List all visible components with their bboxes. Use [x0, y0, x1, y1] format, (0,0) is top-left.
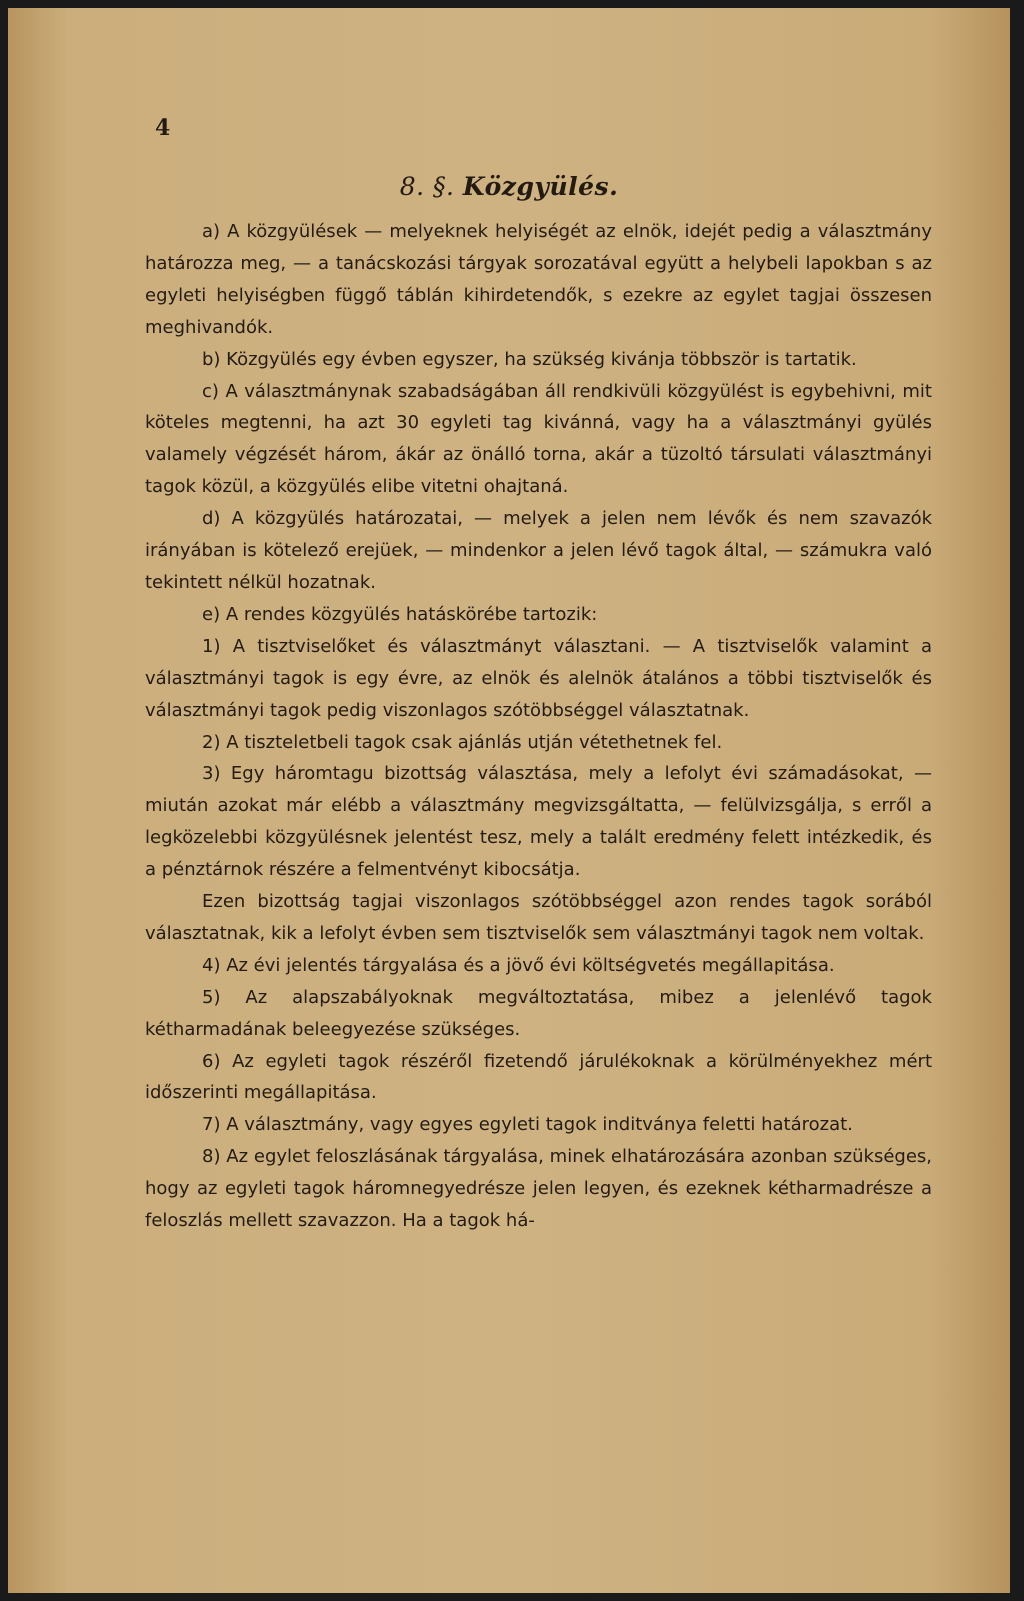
list-item-4: 4) Az évi jelentés tárgyalása és a jövő évi költségvetés megállapitása. [202, 954, 835, 976]
section-number: 8. §. [399, 172, 455, 201]
list-item-3: 3) Egy háromtagu bizottság választása, mely a lefolyt évi számadásokat, — miután azokat már elébb a választmány megvizsgáltatta, — felülvizsgálja, s erről a legközelebbi közgyülésnek jelentést tesz, mely a talált eredmény felett intézkedik, és a pénztárnok részére a felmentvényt kibocsátja. [145, 763, 932, 881]
document-page [8, 8, 1010, 1593]
paragraph-d: d) A közgyülés határozatai, — melyek a jelen nem lévők és nem szavazók irányában is kötelező erejüek, — mindenkor a jelen lévő tagok által, — számukra való tekintett nélkül hozatnak. [145, 508, 932, 593]
paragraph-c: c) A választmánynak szabadságában áll rendkivüli közgyülést is egybehivni, mit köteles megtenni, ha azt 30 egyleti tag kivánná, vagy ha a választmányi gyülés valamely végzését három, ákár az önálló torna, akár a tüzoltó társulati választmányi tagok közül, a közgyülés elibe vitetni ohajtaná. [145, 380, 932, 498]
list-item-8: 8) Az egylet feloszlásának tárgyalása, minek elhatározására azonban szükséges, hogy az egyleti tagok háromnegyedrésze jelen legyen, és ezeknek kétharmadrésze a feloszlás mellett szavazzon. Ha a tagok há- [145, 1146, 932, 1232]
list-item-3-note: Ezen bizottság tagjai viszonlagos szótöbbséggel azon rendes tagok sorából választatnak, kik a lefolyt évben sem tisztviselők sem választmányi tagok nem voltak. [145, 891, 932, 944]
page-number: 4 [155, 115, 171, 141]
paragraph-e: e) A rendes közgyülés hatáskörébe tartozik: [202, 603, 598, 625]
list-item-5: 5) Az alapszabályoknak megváltoztatása, mibez a jelenlévő tagok kétharmadának beleegyezése szükséges. [145, 986, 932, 1040]
section-heading [8, 172, 1010, 201]
section-title: Közgyülés. [462, 172, 619, 201]
list-item-1: 1) A tisztviselőket és választmányt választani. — A tisztviselők valamint a választmányi tagok is egy évre, az elnök és alelnök átalános a többi tisztviselők és választmányi tagok pedig viszonlagos szótöbbséggel választatnak. [145, 635, 932, 721]
body-text [145, 216, 932, 1237]
list-item-2: 2) A tiszteletbeli tagok csak ajánlás utján vétethetnek fel. [202, 731, 723, 753]
paragraph-a: a) A közgyülések — melyeknek helyiségét az elnök, idejét pedig a választmány határozza meg, — a tanácskozási tárgyak sorozatával együtt a helybeli lapokban s az egyleti helyiségben függő táblán kihirdetendők, s ezekre az egylet tagjai összesen meghivandók. [145, 221, 932, 338]
paragraph-b: b) Közgyülés egy évben egyszer, ha szükség kivánja többször is tartatik. [202, 348, 857, 370]
list-item-6: 6) Az egyleti tagok részéről fizetendő járulékoknak a körülményekhez mért időszerinti megállapitása. [145, 1050, 932, 1104]
list-item-7: 7) A választmány, vagy egyes egyleti tagok inditványa feletti határozat. [202, 1114, 853, 1136]
